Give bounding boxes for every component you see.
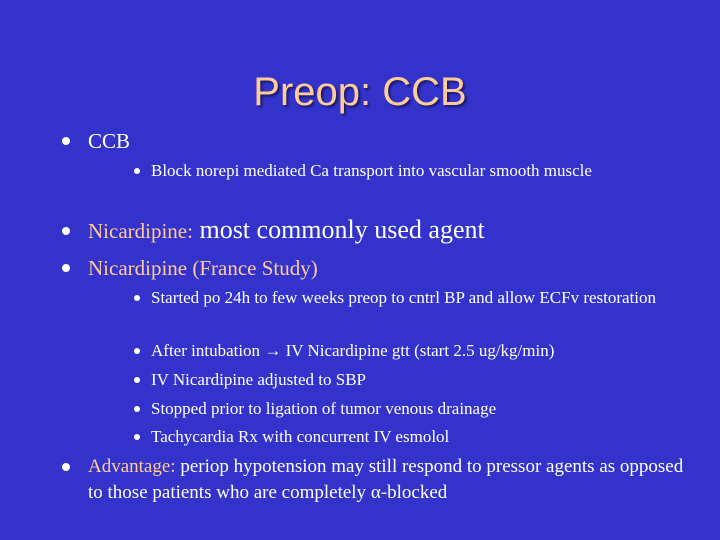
bullet-text: most commonly used agent bbox=[192, 215, 485, 244]
arrow-right-icon: → bbox=[264, 341, 282, 360]
bullet-text: After intubation bbox=[151, 341, 265, 360]
bullet-dot-icon bbox=[134, 295, 140, 301]
bullet-text-tail: -blocked bbox=[380, 482, 448, 503]
alpha-symbol: α bbox=[370, 482, 381, 503]
bullet-text: CCB bbox=[88, 129, 131, 153]
bullet-text: periop hypotension may still respond to pressor agents as opposed to those patients who are completely bbox=[88, 456, 684, 503]
bullet-text: Started po 24h to few weeks preop to cntrl BP and allow ECFv restoration bbox=[151, 288, 657, 307]
bullet-dot-icon bbox=[134, 434, 140, 440]
emphasis-text: Nicardipine bbox=[88, 219, 188, 243]
colon: : bbox=[187, 219, 193, 243]
emphasis-text: Advantage: bbox=[88, 456, 176, 477]
bullet-dot-icon bbox=[62, 264, 70, 272]
bullet-text: IV Nicardipine adjusted to SBP bbox=[151, 370, 366, 389]
bullet-text: Tachycardia Rx with concurrent IV esmolol bbox=[151, 427, 450, 446]
slide-title: Preop: CCB bbox=[253, 70, 467, 114]
bullet-dot-icon bbox=[134, 168, 140, 174]
bullet-text: Block norepi mediated Ca transport into vascular smooth muscle bbox=[151, 161, 592, 180]
bullet-dot-icon bbox=[134, 377, 140, 383]
bullet-dot-icon bbox=[62, 463, 70, 471]
bullet-dot-icon bbox=[134, 348, 140, 354]
bullet-text-continued: IV Nicardipine gtt (start 2.5 ug/kg/min) bbox=[281, 341, 555, 360]
emphasis-text: Nicardipine bbox=[88, 256, 188, 280]
bullet-dot-icon bbox=[62, 137, 70, 145]
bullet-text: Stopped prior to ligation of tumor venous drainage bbox=[151, 399, 497, 418]
bullet-text: (France Study) bbox=[187, 256, 318, 280]
bullet-dot-icon bbox=[134, 406, 140, 412]
bullet-dot-icon bbox=[62, 227, 70, 235]
